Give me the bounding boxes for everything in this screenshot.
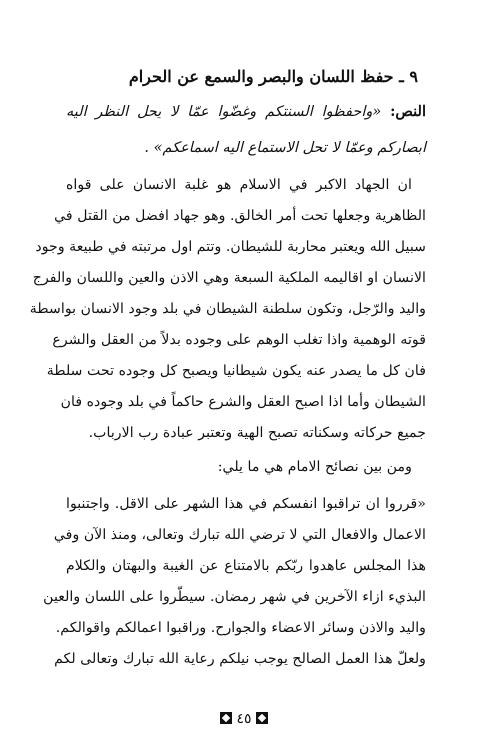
text-line: الانسان او اقاليمه الملكية السبعة وهي الاذن والعين واللسان والفرج bbox=[32, 270, 426, 286]
text-line: فان كل ما يصدر عنه يكون شيطانيا ويصبح كل وجوده تحت سلطة bbox=[46, 363, 426, 379]
quote-line-1 bbox=[66, 100, 426, 124]
paragraph-jihad bbox=[29, 170, 426, 449]
text-line: الاعمال والافعال التي لا ترضي الله تبارك وتعالى، ومنذ الآن وفي bbox=[53, 527, 426, 543]
page-footer bbox=[0, 709, 488, 729]
paragraph-advice bbox=[43, 489, 426, 675]
quote-label: النص: bbox=[390, 103, 427, 120]
ornament-icon bbox=[256, 712, 268, 724]
text-line: قوته الوهمية واذا تغلب الوهم على وجوده بدلاً من العقل والشرع bbox=[52, 332, 426, 348]
text-line: الشيطان وأما اذا اصبح العقل والشرع حاكماً في بلد وجوده فان bbox=[60, 394, 426, 410]
page-number: ٤٥ bbox=[236, 711, 252, 727]
text-line: ولعلّ هذا العمل الصالح يوجب نيلكم رعاية الله تبارك وتعالى لكم bbox=[54, 651, 426, 667]
text-line: البذيء ازاء الآخرين في شهر رمضان. سيطّروا على اللسان والعين bbox=[43, 589, 426, 605]
text-line: سبيل الله ويعتبر محاربة للشيطان. وتتم اول مرتبته في طبيعة وجود bbox=[35, 239, 426, 255]
ornament-icon bbox=[220, 712, 232, 724]
section-heading: ٩ ـ حفظ اللسان والبصر والسمع عن الحرام bbox=[128, 67, 418, 86]
quote-line-2: ابصاركم وعمّا لا تحل الاستماع اليه اسماعكم» . bbox=[144, 140, 426, 156]
text-line: جميع حركاته وسكناته تصبح الهية وتعتبر عبادة رب الارباب. bbox=[88, 425, 426, 441]
intro-line bbox=[66, 452, 426, 483]
text-line: الظاهرية وجعلها تحت أمر الخالق. وهو جهاد افضل من القتل في bbox=[54, 208, 426, 224]
text-line: «قرروا ان تراقبوا انفسكم في هذا الشهر على الاقل. واجتنبوا bbox=[66, 496, 426, 512]
text-line: واليد والاذن وسائر الاعضاء والجوارح. وراقبوا اعمالكم واقوالكم. bbox=[55, 620, 426, 636]
text-line: ومن بين نصائح الامام هي ما يلي: bbox=[217, 459, 412, 475]
quote-text-1: «واحفظوا السنتكم وغضّوا عمّا لا يحل النظر اليه bbox=[66, 104, 382, 120]
text-line: ان الجهاد الاكبر في الاسلام هو غلبة الانسان على قواه bbox=[66, 177, 412, 193]
text-line: واليد والرّجل، وتكون سلطنة الشيطان في بلد وجود الانسان بواسطة bbox=[29, 301, 426, 317]
text-line: هذا المجلس عاهدوا ربّكم بالامتناع عن الغيبة والبهتان والكلام bbox=[66, 558, 426, 574]
